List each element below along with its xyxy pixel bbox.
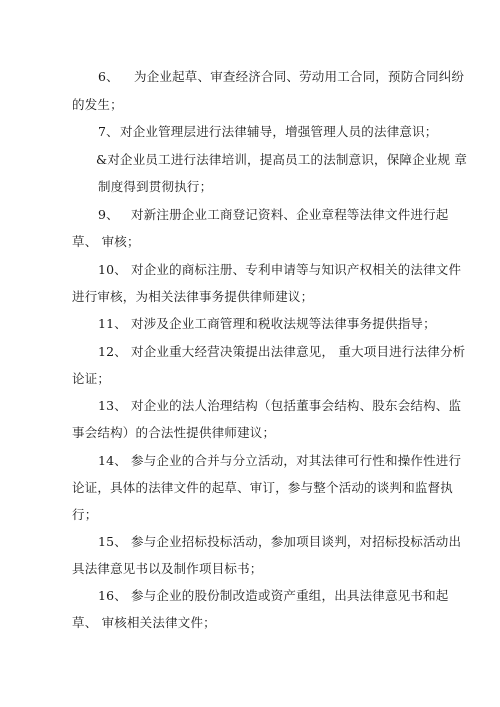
item-text-continued: 具法律意见书以及制作项目标书； [72,561,263,576]
item-text-continued: 草、 审核相关法律文件； [72,615,216,630]
item-15-line-1 [98,535,461,549]
item-12-line-2 [72,372,110,386]
item-text-continued: 制度得到贯彻执行； [98,179,213,194]
item-16-line-2 [72,616,216,630]
item-text: 参与企业的股份制改造或资产重组，出具法律意见书和起 [131,588,449,603]
item-14-line-2 [72,481,453,495]
item-10-line-2 [72,290,313,304]
item-6-line-1 [98,70,464,84]
item-text: 参与企业的合并与分立活动，对其法律可行性和操作性进行 [131,453,462,468]
item-number: 12、 [98,344,128,359]
item-8-line-2 [98,180,212,194]
item-text: 对企业重大经营决策提出法律意见， 重大项目进行法律分析 [131,344,466,359]
item-text: 对企业员工进行法律培训，提高员工的法制意识，保障企业规 章 [107,152,468,167]
item-number: 6、 [98,69,119,84]
item-text: 对涉及企业工商管理和税收法规等法律事务提供指导； [131,316,436,331]
item-13-line-2 [72,426,275,440]
item-number: & [96,152,108,167]
item-text-continued: 的发生； [72,97,123,112]
item-number: 11、 [98,316,128,331]
item-13-line-1 [98,399,461,413]
item-text-continued: 进行审核，为相关法律事务提供律师建议； [72,289,314,304]
item-text-continued: 草、 审核； [72,234,140,249]
item-9-line-2 [72,235,140,249]
item-text: 参与企业招标投标活动，参加项目谈判，对招标投标活动出 [131,534,462,549]
item-11-line-1 [98,317,436,331]
item-text: 对新注册企业工商登记资料、企业章程等法律文件进行起 [131,207,449,222]
item-text-continued: 行； [72,507,98,522]
item-number: 10、 [98,262,128,277]
item-7-line-1 [98,125,438,139]
item-15-line-2 [72,562,263,576]
item-10-line-1 [98,263,461,277]
item-9-line-1 [98,208,449,222]
item-12-line-1 [98,345,465,359]
item-14-line-1 [98,454,461,468]
item-number: 15、 [98,534,128,549]
item-text: 对企业的法人治理结构（包括董事会结构、股东会结构、监 [131,398,462,413]
item-14-line-3 [72,508,97,522]
item-6-line-2 [72,98,123,112]
item-text-continued: 论证，具体的法律文件的起草、审订，参与整个活动的谈判和监督执 [72,480,454,495]
item-number: 13、 [98,398,128,413]
item-text-continued: 事会结构）的合法性提供律师建议； [72,425,276,440]
item-number: 7、 [98,124,119,139]
item-text: 对企业管理层进行法律辅导，增强管理人员的法律意识； [120,124,438,139]
item-16-line-1 [98,589,449,603]
item-text-continued: 论证； [72,371,111,386]
item-number: 9、 [98,207,119,222]
item-number: 16、 [98,588,128,603]
item-text: 为企业起草、审查经济合同、劳动用工合同，预防合同纠纷 [134,69,465,84]
item-text: 对企业的商标注册、专利申请等与知识产权相关的法律文件 [131,262,462,277]
item-8-line-1 [96,153,467,167]
item-number: 14、 [98,453,128,468]
